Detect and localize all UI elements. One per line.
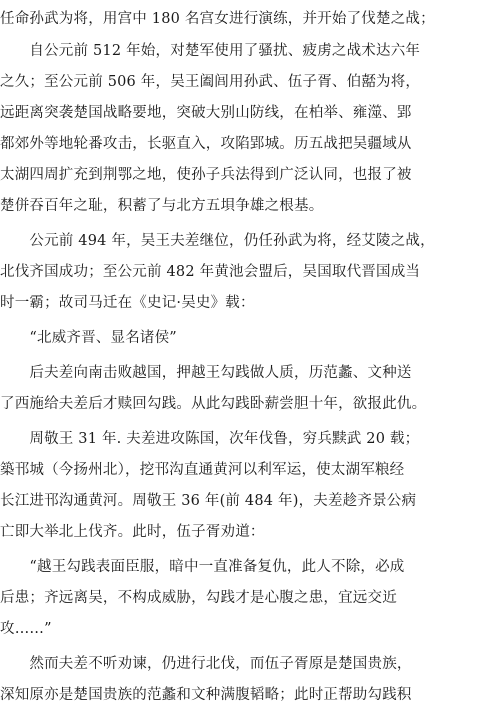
text-line: 北伐齐国成功；至公元前 482 年黄池会盟后，吴国取代晋国成当 [0, 264, 421, 280]
text-line: 楚併吞百年之耻，积蓄了与北方五垻争雄之根基。 [0, 198, 324, 214]
text-line: 远距离突袭楚国战略要地，突破大别山防线，在柏举、雍澨、郢 [0, 105, 412, 121]
text-line: 亡即大举北上伐齐。此时，伍子胥劝道： [0, 524, 265, 540]
text-line: 太湖四周扩充到荆鄂之地，使孙子兵法得到广泛认同，也报了被 [0, 167, 412, 183]
text-line: 了西施给夫差后才赎回勾践。从此勾践卧薪尝胆十年，欲报此仇。 [0, 396, 427, 412]
text-line: 时一霸；故司马迁在《史记·吴史》载： [0, 295, 255, 311]
text-line: 长江进邗沟通黄河。周敬王 36 年(前 484 年)，夫差趁齐景公病 [0, 493, 417, 509]
text-line: 后夫差向南击败越国，押越王勾践做人质，历范蠡、文种送 [0, 365, 412, 381]
text-line: 任命孙武为将，用宫中 180 名宫女进行演练，并开始了伐楚之战； [0, 11, 435, 27]
text-line: 深知原亦是楚国贵族的范蠡和文种满腹韬略；此时正帮助勾践积 [0, 687, 412, 703]
quote-line: “越王勾践表面臣服，暗中一直准备复仇，此人不除，必成 [0, 559, 405, 575]
text-line: 周敬王 31 年. 夫差进攻陈国，次年伐鲁，穷兵黩武 20 载； [0, 431, 420, 447]
text-line: 公元前 494 年，吴王夫差继位，仍任孙武为将，经艾陵之战， [0, 233, 435, 249]
text-line: 築邗城（今扬州北），挖邗沟直通黄河以利军运，使太湖军粮经 [0, 462, 405, 478]
text-line: 都郊外等地轮番攻击，长驱直入，攻陷郢城。历五战把吴疆域从 [0, 136, 412, 152]
quote-line: 后患；齐远离吴，不构成威胁，勾践才是心腹之患，宜远交近 [0, 590, 397, 606]
text-line: 自公元前 512 年始，对楚军使用了骚扰、疲虏之战术达六年 [0, 43, 421, 59]
text-line: 然而夫差不听劝谏，仍进行北伐，而伍子胥原是楚国贵族， [0, 656, 412, 672]
text-line: 之久；至公元前 506 年，吴王阖闾用孙武、伍子胥、伯嚭为将， [0, 74, 421, 90]
quote-line: 攻……” [0, 621, 52, 637]
quote-line: “北威齐晋、显名诸侯” [0, 330, 177, 346]
